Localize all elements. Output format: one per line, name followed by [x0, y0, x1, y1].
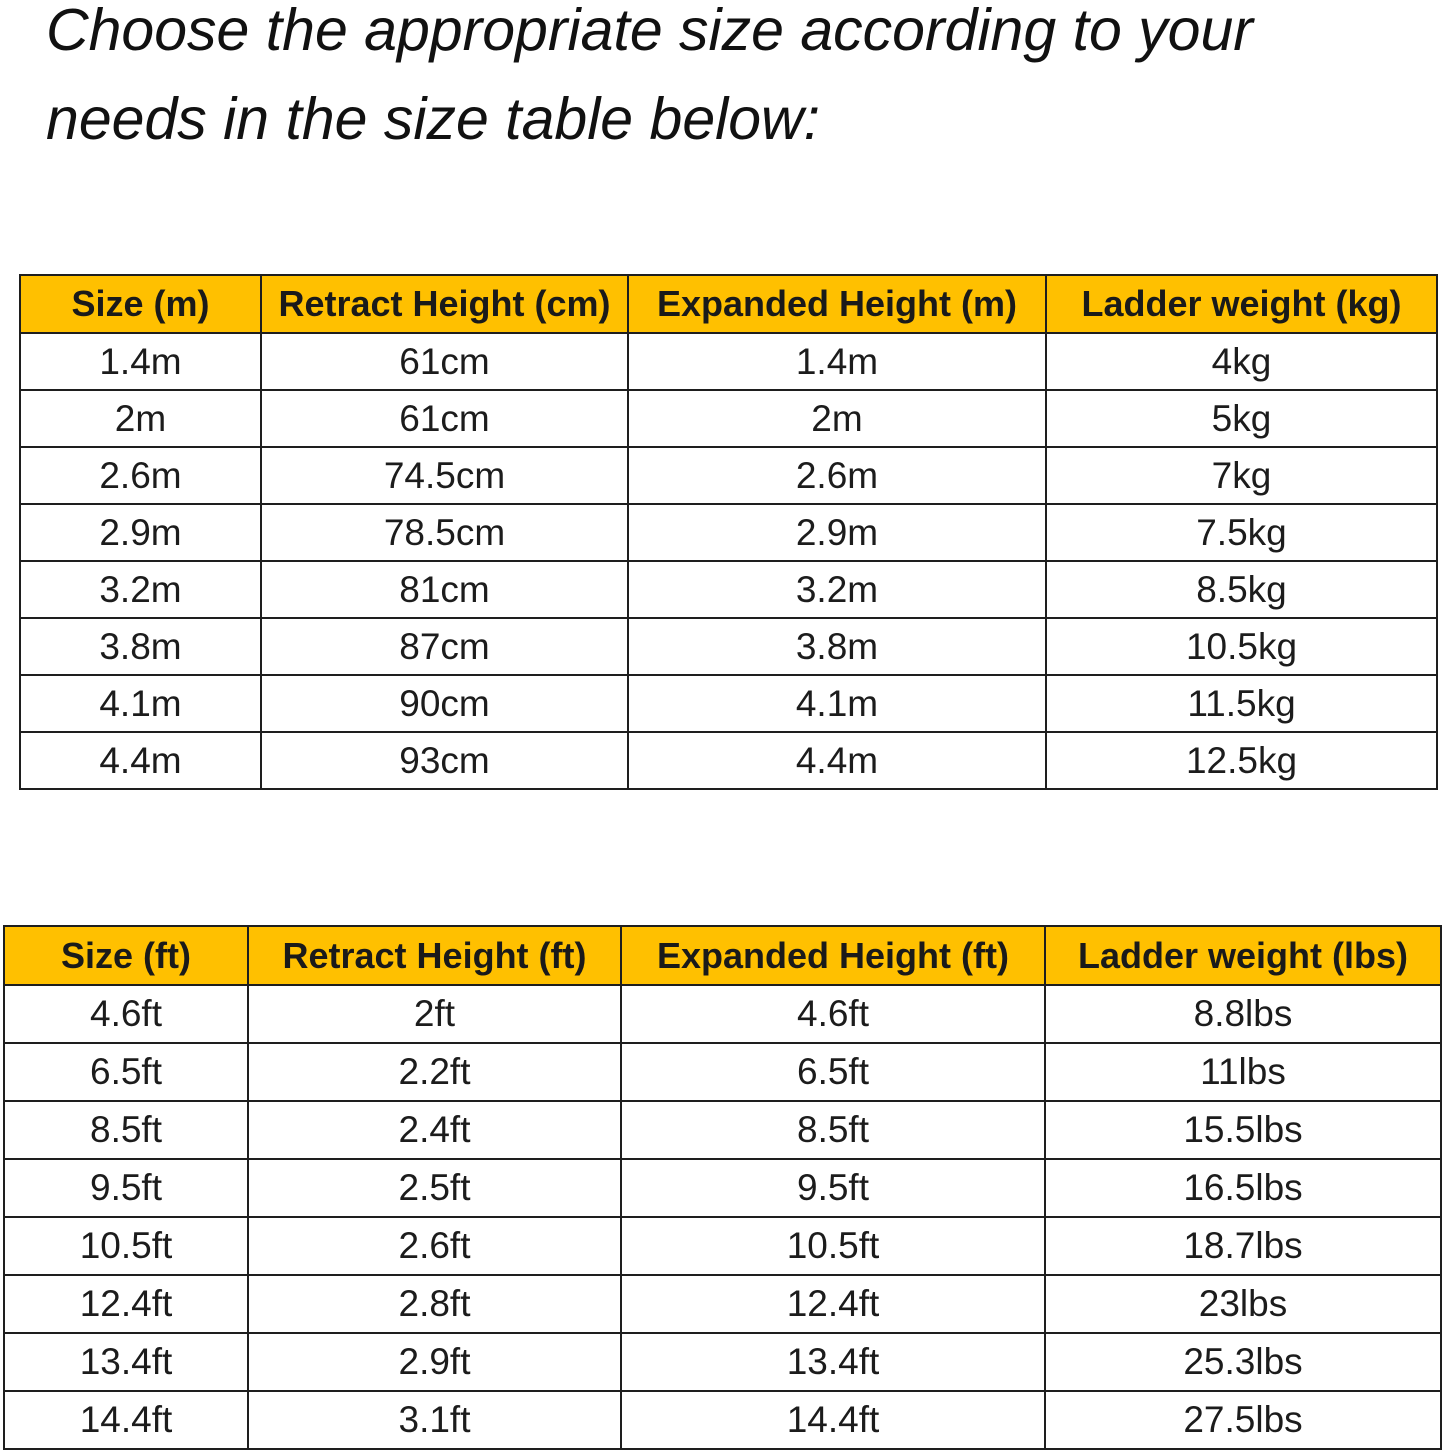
cell-weight: 23lbs	[1045, 1275, 1441, 1333]
table-row	[4, 1333, 1441, 1391]
intro-text: Choose the appropriate size according to your needs in the size table below:	[46, 0, 1253, 152]
table-row	[4, 1275, 1441, 1333]
cell-size: 12.4ft	[4, 1275, 248, 1333]
cell-weight: 25.3lbs	[1045, 1333, 1441, 1391]
cell-size: 1.4m	[20, 333, 261, 390]
cell-retract-height: 2.9ft	[248, 1333, 621, 1391]
cell-expanded-height: 2m	[628, 390, 1046, 447]
cell-weight: 11lbs	[1045, 1043, 1441, 1101]
table-row	[4, 1391, 1441, 1449]
cell-size: 13.4ft	[4, 1333, 248, 1391]
table-row	[20, 447, 1437, 504]
cell-weight: 16.5lbs	[1045, 1159, 1441, 1217]
cell-size: 3.2m	[20, 561, 261, 618]
cell-expanded-height: 9.5ft	[621, 1159, 1045, 1217]
cell-retract-height: 81cm	[261, 561, 628, 618]
table-row	[20, 675, 1437, 732]
cell-size: 9.5ft	[4, 1159, 248, 1217]
cell-size: 4.4m	[20, 732, 261, 789]
cell-weight: 11.5kg	[1046, 675, 1437, 732]
cell-expanded-height: 3.2m	[628, 561, 1046, 618]
header-retract-height-cm: Retract Height (cm)	[261, 275, 628, 333]
cell-retract-height: 2.2ft	[248, 1043, 621, 1101]
cell-weight: 7.5kg	[1046, 504, 1437, 561]
cell-weight: 15.5lbs	[1045, 1101, 1441, 1159]
cell-weight: 7kg	[1046, 447, 1437, 504]
table-row	[20, 618, 1437, 675]
cell-retract-height: 2ft	[248, 985, 621, 1043]
cell-expanded-height: 13.4ft	[621, 1333, 1045, 1391]
header-ladder-weight-kg: Ladder weight (kg)	[1046, 275, 1437, 333]
table-row	[4, 985, 1441, 1043]
cell-expanded-height: 6.5ft	[621, 1043, 1045, 1101]
cell-size: 8.5ft	[4, 1101, 248, 1159]
cell-size: 2.9m	[20, 504, 261, 561]
table-row	[20, 732, 1437, 789]
cell-expanded-height: 8.5ft	[621, 1101, 1045, 1159]
table-row	[4, 1101, 1441, 1159]
header-size-m: Size (m)	[20, 275, 261, 333]
cell-size: 4.6ft	[4, 985, 248, 1043]
cell-retract-height: 78.5cm	[261, 504, 628, 561]
table-row	[20, 333, 1437, 390]
cell-retract-height: 74.5cm	[261, 447, 628, 504]
cell-retract-height: 2.5ft	[248, 1159, 621, 1217]
cell-size: 3.8m	[20, 618, 261, 675]
cell-expanded-height: 1.4m	[628, 333, 1046, 390]
cell-expanded-height: 2.9m	[628, 504, 1046, 561]
cell-retract-height: 2.6ft	[248, 1217, 621, 1275]
cell-size: 14.4ft	[4, 1391, 248, 1449]
cell-weight: 4kg	[1046, 333, 1437, 390]
cell-retract-height: 61cm	[261, 333, 628, 390]
cell-size: 6.5ft	[4, 1043, 248, 1101]
cell-expanded-height: 3.8m	[628, 618, 1046, 675]
cell-weight: 10.5kg	[1046, 618, 1437, 675]
cell-expanded-height: 14.4ft	[621, 1391, 1045, 1449]
header-expanded-height-ft: Expanded Height (ft)	[621, 926, 1045, 985]
cell-expanded-height: 4.1m	[628, 675, 1046, 732]
cell-retract-height: 90cm	[261, 675, 628, 732]
cell-size: 4.1m	[20, 675, 261, 732]
cell-size: 2m	[20, 390, 261, 447]
cell-retract-height: 2.4ft	[248, 1101, 621, 1159]
table-header-row	[20, 275, 1437, 333]
cell-expanded-height: 2.6m	[628, 447, 1046, 504]
table-header-row	[4, 926, 1441, 985]
cell-size: 10.5ft	[4, 1217, 248, 1275]
metric-size-table	[19, 274, 1438, 790]
cell-weight: 18.7lbs	[1045, 1217, 1441, 1275]
cell-weight: 12.5kg	[1046, 732, 1437, 789]
cell-expanded-height: 10.5ft	[621, 1217, 1045, 1275]
table-row	[20, 390, 1437, 447]
cell-retract-height: 93cm	[261, 732, 628, 789]
cell-retract-height: 2.8ft	[248, 1275, 621, 1333]
cell-weight: 8.5kg	[1046, 561, 1437, 618]
cell-weight: 8.8lbs	[1045, 985, 1441, 1043]
header-ladder-weight-lbs: Ladder weight (lbs)	[1045, 926, 1441, 985]
cell-expanded-height: 12.4ft	[621, 1275, 1045, 1333]
imperial-size-table	[3, 925, 1442, 1450]
cell-expanded-height: 4.4m	[628, 732, 1046, 789]
cell-weight: 27.5lbs	[1045, 1391, 1441, 1449]
cell-expanded-height: 4.6ft	[621, 985, 1045, 1043]
cell-retract-height: 3.1ft	[248, 1391, 621, 1449]
table-row	[4, 1159, 1441, 1217]
table-row	[20, 504, 1437, 561]
table-row	[4, 1043, 1441, 1101]
cell-size: 2.6m	[20, 447, 261, 504]
cell-retract-height: 61cm	[261, 390, 628, 447]
header-size-ft: Size (ft)	[4, 926, 248, 985]
cell-retract-height: 87cm	[261, 618, 628, 675]
table-row	[20, 561, 1437, 618]
table-row	[4, 1217, 1441, 1275]
header-retract-height-ft: Retract Height (ft)	[248, 926, 621, 985]
cell-weight: 5kg	[1046, 390, 1437, 447]
header-expanded-height-m: Expanded Height (m)	[628, 275, 1046, 333]
